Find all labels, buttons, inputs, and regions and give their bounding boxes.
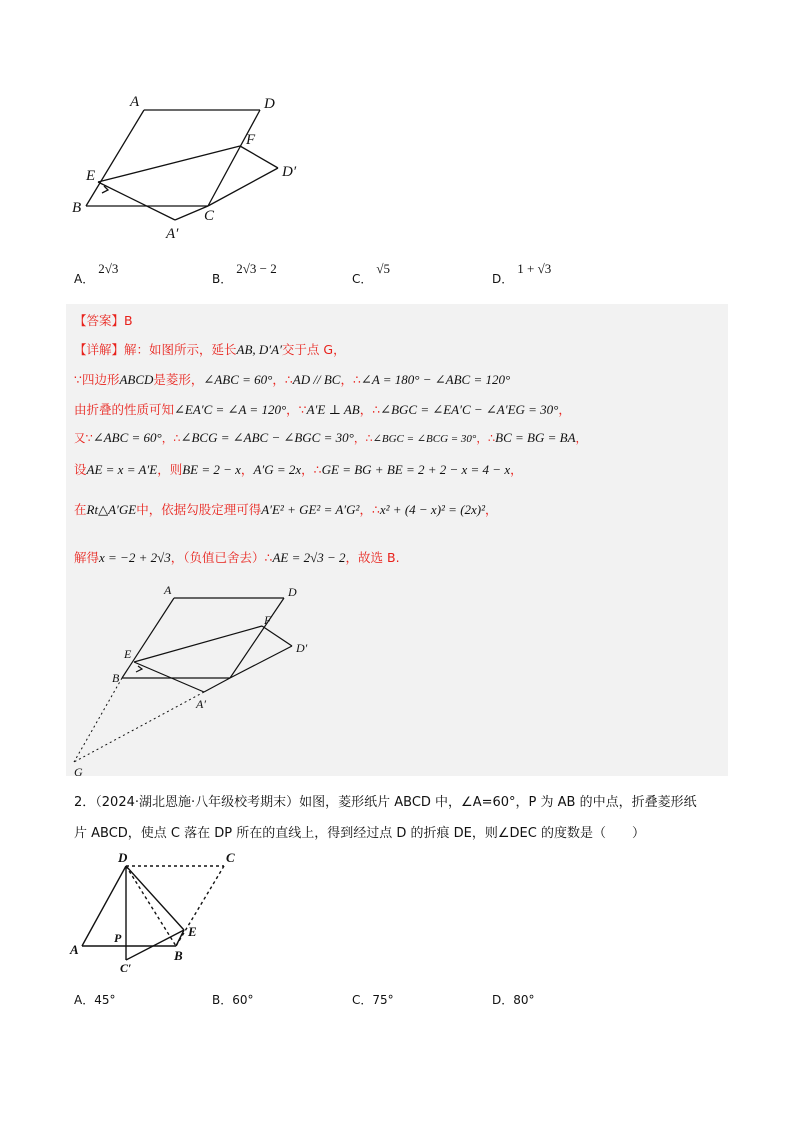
q2-option-d[interactable]: D．80° <box>492 993 535 1007</box>
label-F: F <box>264 613 272 627</box>
figure-3-fold <box>66 848 266 978</box>
q2-option-c[interactable]: C．75° <box>352 993 394 1007</box>
figure-1-rhombus <box>60 90 320 250</box>
q2-option-a[interactable]: A．45° <box>74 993 116 1007</box>
solution-line-3: 由折叠的性质可知∠EA′C = ∠A = 120°，∵A′E ⊥ AB，∴∠BGC = ∠EA′C − ∠A′EG = 30°， <box>74 402 571 417</box>
label-B: B <box>174 948 183 963</box>
label-D-prime: D′ <box>296 641 308 655</box>
label-C-prime: C′ <box>120 961 132 975</box>
label-C: C <box>226 850 235 865</box>
label-A: A <box>130 94 140 110</box>
label-A-prime: A′ <box>196 697 206 711</box>
q1-option-c[interactable]: C．√5 <box>352 261 391 286</box>
label-C: C <box>204 208 215 224</box>
solution-line-6: 在Rt△A′GE中，依据勾股定理可得A′E² + GE² = A′G²，∴x² + (4 − x)² = (2x)²， <box>74 502 498 517</box>
q1-option-b[interactable]: B．2√3 − 2 <box>212 261 277 286</box>
label-D: D <box>118 850 128 865</box>
label-D: D <box>288 585 297 599</box>
question-2-line-2: 片 ABCD，使点 C 落在 DP 所在的直线上，得到经过点 D 的折痕 DE，则∠DEC 的度数是（ ） <box>74 826 645 841</box>
solution-line-2: ∵四边形ABCD是菱形，∠ABC = 60°，∴AD // BC，∴∠A = 180° − ∠ABC = 120° <box>74 372 511 387</box>
figure-2-rhombus-extended <box>66 580 346 780</box>
label-E: E <box>124 647 132 661</box>
q1-option-a[interactable]: A．2√3 <box>74 261 119 286</box>
label-A-prime: A′ <box>166 226 179 242</box>
label-E: E <box>188 924 197 939</box>
label-A: A <box>164 583 172 597</box>
label-F: F <box>246 132 256 148</box>
solution-line-4: 又∵∠ABC = 60°，∴∠BCG = ∠ABC − ∠BGC = 30°，∴∠BGC = ∠BCG = 30°，∴BC = BG = BA， <box>74 430 588 445</box>
q1-option-d[interactable]: D．1 + √3 <box>492 261 552 286</box>
label-D-prime: D′ <box>282 164 297 180</box>
label-B: B <box>112 671 120 685</box>
label-A: A <box>70 942 79 957</box>
solution-line-7: 解得x = −2 + 2√3，（负值已舍去）∴AE = 2√3 − 2，故选 B. <box>74 550 400 565</box>
label-D: D <box>264 96 275 112</box>
label-E: E <box>86 168 96 184</box>
label-P: P <box>114 931 122 945</box>
label-B: B <box>72 200 82 216</box>
question-2-line-1: 2．（2024·湖北恩施·八年级校考期末）如图，菱形纸片 ABCD 中，∠A=60°，P 为 AB 的中点，折叠菱形纸 <box>74 795 697 810</box>
answer-tag: 【答案】B <box>74 313 133 328</box>
q2-option-b[interactable]: B．60° <box>212 993 254 1007</box>
solution-line-1: 【详解】解：如图所示，延长AB, D′A′交于点 G， <box>74 342 346 357</box>
solution-line-5: 设AE = x = A′E，则BE = 2 − x，A′G = 2x，∴GE = BG + BE = 2 + 2 − x = 4 − x， <box>74 462 523 477</box>
label-G: G <box>74 765 83 779</box>
